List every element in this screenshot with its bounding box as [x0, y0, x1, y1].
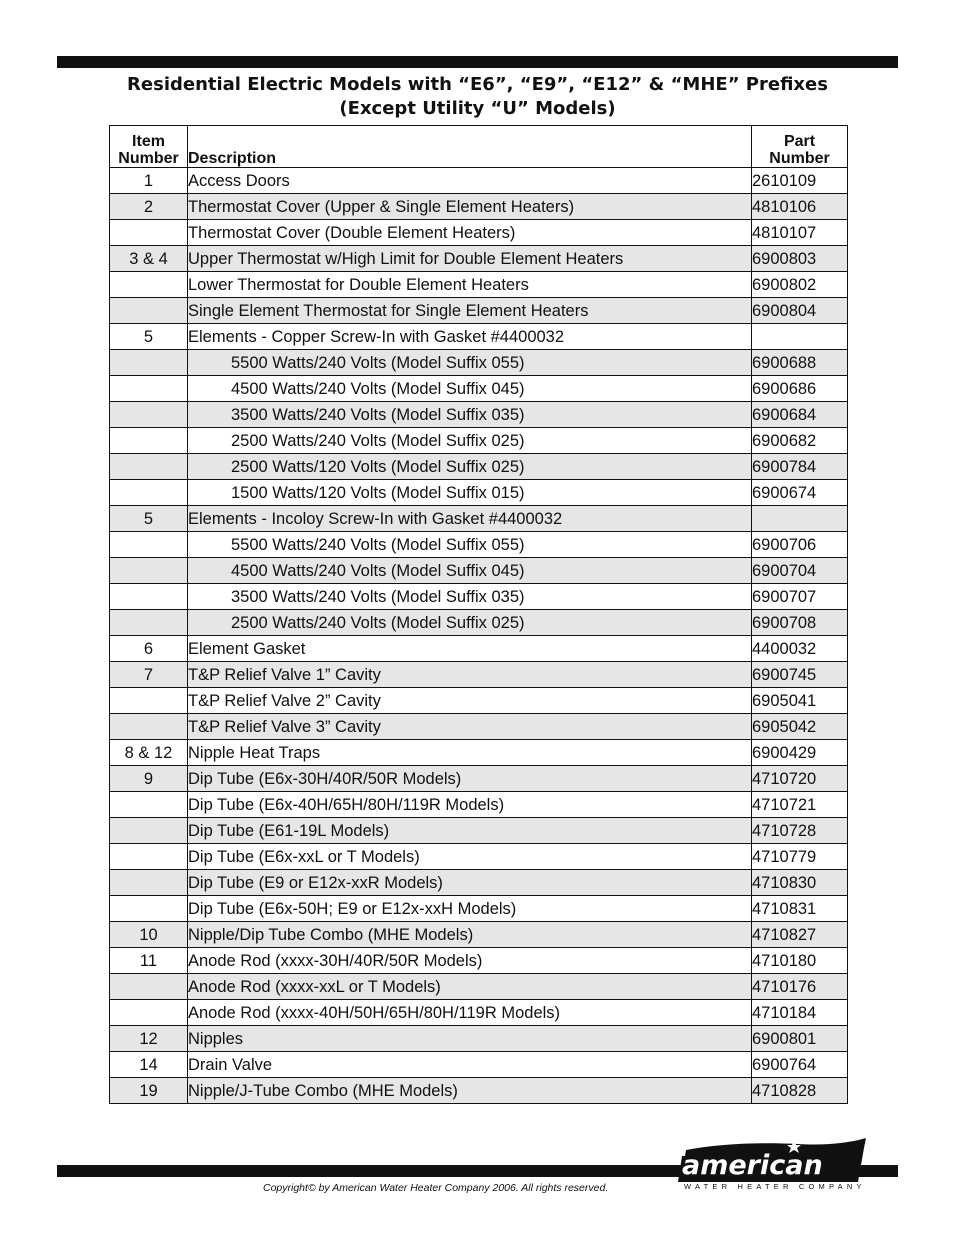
cell-item-number: 2: [110, 194, 188, 220]
header-part-line1: Part: [783, 133, 816, 150]
cell-part-number: 4710779: [752, 844, 848, 870]
table-row: [110, 1078, 848, 1104]
cell-description: Thermostat Cover (Upper & Single Element Heaters): [188, 194, 752, 220]
cell-item-number: 19: [110, 1078, 188, 1104]
cell-description: Elements - Copper Screw-In with Gasket #4400032: [188, 324, 752, 350]
cell-description: 3500 Watts/240 Volts (Model Suffix 035): [188, 402, 752, 428]
cell-item-number: [110, 584, 188, 610]
cell-description: 2500 Watts/240 Volts (Model Suffix 025): [188, 428, 752, 454]
cell-part-number: 6905042: [752, 714, 848, 740]
header-item-number: [110, 126, 188, 168]
cell-description: 5500 Watts/240 Volts (Model Suffix 055): [188, 350, 752, 376]
cell-description: 1500 Watts/120 Volts (Model Suffix 015): [188, 480, 752, 506]
cell-part-number: 4710184: [752, 1000, 848, 1026]
cell-description: Thermostat Cover (Double Element Heaters): [188, 220, 752, 246]
cell-description: T&P Relief Valve 2” Cavity: [188, 688, 752, 714]
cell-item-number: 8 & 12: [110, 740, 188, 766]
table-row: [110, 948, 848, 974]
cell-part-number: 4710831: [752, 896, 848, 922]
cell-part-number: 6900686: [752, 376, 848, 402]
cell-item-number: [110, 428, 188, 454]
cell-part-number: 6900784: [752, 454, 848, 480]
cell-part-number: 6900706: [752, 532, 848, 558]
cell-part-number: 4810106: [752, 194, 848, 220]
header-part-line2: Number: [769, 150, 830, 167]
cell-item-number: [110, 610, 188, 636]
cell-description: Anode Rod (xxxx-30H/40R/50R Models): [188, 948, 752, 974]
cell-description: Dip Tube (E6x-40H/65H/80H/119R Models): [188, 792, 752, 818]
cell-part-number: 6905041: [752, 688, 848, 714]
table-row: [110, 1026, 848, 1052]
cell-description: Dip Tube (E9 or E12x-xxR Models): [188, 870, 752, 896]
table-row: [110, 428, 848, 454]
table-row: [110, 558, 848, 584]
table-row: [110, 168, 848, 194]
cell-description: Dip Tube (E61-19L Models): [188, 818, 752, 844]
header-part-number: [752, 126, 848, 168]
cell-description: Elements - Incoloy Screw-In with Gasket #4400032: [188, 506, 752, 532]
table-row: [110, 740, 848, 766]
cell-part-number: 6900704: [752, 558, 848, 584]
cell-part-number: 4710830: [752, 870, 848, 896]
cell-description: Anode Rod (xxxx-40H/50H/65H/80H/119R Models): [188, 1000, 752, 1026]
table-row: [110, 766, 848, 792]
cell-description: 4500 Watts/240 Volts (Model Suffix 045): [188, 376, 752, 402]
cell-part-number: 2610109: [752, 168, 848, 194]
cell-item-number: 9: [110, 766, 188, 792]
table-row: [110, 402, 848, 428]
cell-item-number: [110, 532, 188, 558]
cell-part-number: 6900429: [752, 740, 848, 766]
table-row: [110, 792, 848, 818]
table-row: [110, 584, 848, 610]
cell-description: Dip Tube (E6x-30H/40R/50R Models): [188, 766, 752, 792]
table-row: [110, 194, 848, 220]
cell-item-number: 3 & 4: [110, 246, 188, 272]
cell-part-number: 6900804: [752, 298, 848, 324]
cell-description: 4500 Watts/240 Volts (Model Suffix 045): [188, 558, 752, 584]
cell-part-number: 6900801: [752, 1026, 848, 1052]
table-row: [110, 220, 848, 246]
cell-item-number: 1: [110, 168, 188, 194]
table-row: [110, 818, 848, 844]
cell-description: 2500 Watts/120 Volts (Model Suffix 025): [188, 454, 752, 480]
table-row: [110, 298, 848, 324]
cell-item-number: [110, 454, 188, 480]
cell-part-number: 6900707: [752, 584, 848, 610]
cell-item-number: [110, 844, 188, 870]
cell-item-number: [110, 714, 188, 740]
cell-part-number: 4710180: [752, 948, 848, 974]
cell-description: Element Gasket: [188, 636, 752, 662]
copyright-text: Copyright© by American Water Heater Company 2006. All rights reserved.: [263, 1182, 609, 1194]
table-row: [110, 922, 848, 948]
cell-part-number: 6900682: [752, 428, 848, 454]
logo-wordmark: american: [682, 1150, 823, 1181]
cell-part-number: 4710827: [752, 922, 848, 948]
title-line-2: (Except Utility “U” Models): [339, 98, 616, 119]
cell-part-number: 6900684: [752, 402, 848, 428]
cell-item-number: [110, 974, 188, 1000]
cell-description: 3500 Watts/240 Volts (Model Suffix 035): [188, 584, 752, 610]
cell-part-number: 4400032: [752, 636, 848, 662]
cell-part-number: 6900688: [752, 350, 848, 376]
cell-item-number: [110, 896, 188, 922]
header-description: Description: [188, 126, 752, 168]
table-row: [110, 844, 848, 870]
table-row: [110, 688, 848, 714]
cell-part-number: 6900708: [752, 610, 848, 636]
cell-part-number: 4810107: [752, 220, 848, 246]
cell-description: Nipple/Dip Tube Combo (MHE Models): [188, 922, 752, 948]
table-row: [110, 324, 848, 350]
cell-description: Nipple/J-Tube Combo (MHE Models): [188, 1078, 752, 1104]
cell-part-number: 6900802: [752, 272, 848, 298]
cell-description: Upper Thermostat w/High Limit for Double Element Heaters: [188, 246, 752, 272]
cell-part-number: [752, 324, 848, 350]
cell-item-number: [110, 792, 188, 818]
cell-description: T&P Relief Valve 1” Cavity: [188, 662, 752, 688]
table-row: [110, 974, 848, 1000]
table-row: [110, 662, 848, 688]
cell-description: Drain Valve: [188, 1052, 752, 1078]
cell-item-number: 12: [110, 1026, 188, 1052]
table-row: [110, 480, 848, 506]
table-row: [110, 350, 848, 376]
page-title: [57, 73, 898, 121]
cell-item-number: 5: [110, 506, 188, 532]
table-header-row: [110, 126, 848, 168]
cell-part-number: 6900745: [752, 662, 848, 688]
cell-part-number: 4710828: [752, 1078, 848, 1104]
table-row: [110, 714, 848, 740]
cell-part-number: [752, 506, 848, 532]
cell-item-number: [110, 220, 188, 246]
cell-item-number: [110, 402, 188, 428]
table-row: [110, 454, 848, 480]
cell-description: Single Element Thermostat for Single Element Heaters: [188, 298, 752, 324]
cell-part-number: 6900764: [752, 1052, 848, 1078]
cell-part-number: 4710176: [752, 974, 848, 1000]
cell-item-number: [110, 870, 188, 896]
cell-part-number: 4710720: [752, 766, 848, 792]
cell-description: 2500 Watts/240 Volts (Model Suffix 025): [188, 610, 752, 636]
cell-item-number: 5: [110, 324, 188, 350]
table-row: [110, 870, 848, 896]
cell-item-number: [110, 558, 188, 584]
cell-description: Lower Thermostat for Double Element Heaters: [188, 272, 752, 298]
table-row: [110, 246, 848, 272]
cell-item-number: 14: [110, 1052, 188, 1078]
cell-item-number: [110, 298, 188, 324]
cell-item-number: [110, 376, 188, 402]
cell-item-number: [110, 1000, 188, 1026]
header-item-line2: Number: [118, 150, 179, 167]
cell-item-number: [110, 818, 188, 844]
cell-description: 5500 Watts/240 Volts (Model Suffix 055): [188, 532, 752, 558]
cell-description: Access Doors: [188, 168, 752, 194]
table-row: [110, 376, 848, 402]
cell-item-number: [110, 688, 188, 714]
cell-item-number: 6: [110, 636, 188, 662]
cell-item-number: 10: [110, 922, 188, 948]
cell-description: Nipple Heat Traps: [188, 740, 752, 766]
cell-item-number: 11: [110, 948, 188, 974]
cell-item-number: [110, 272, 188, 298]
cell-item-number: [110, 480, 188, 506]
cell-description: Anode Rod (xxxx-xxL or T Models): [188, 974, 752, 1000]
cell-item-number: [110, 350, 188, 376]
table-row: [110, 506, 848, 532]
cell-item-number: 7: [110, 662, 188, 688]
cell-part-number: 6900803: [752, 246, 848, 272]
table-row: [110, 636, 848, 662]
parts-table-body: [110, 168, 848, 1104]
table-row: [110, 1000, 848, 1026]
cell-part-number: 4710728: [752, 818, 848, 844]
table-row: [110, 896, 848, 922]
cell-description: T&P Relief Valve 3” Cavity: [188, 714, 752, 740]
table-row: [110, 1052, 848, 1078]
logo-subtitle: WATER HEATER COMPANY: [684, 1182, 866, 1191]
parts-table: [109, 125, 848, 1104]
table-row: [110, 272, 848, 298]
cell-part-number: 6900674: [752, 480, 848, 506]
cell-part-number: 4710721: [752, 792, 848, 818]
header-item-line1: Item: [132, 133, 165, 150]
top-rule: [57, 56, 898, 68]
title-line-1: Residential Electric Models with “E6”, “E9”, “E12” & “MHE” Prefixes: [127, 74, 828, 95]
cell-description: Dip Tube (E6x-xxL or T Models): [188, 844, 752, 870]
table-row: [110, 532, 848, 558]
cell-description: Nipples: [188, 1026, 752, 1052]
table-row: [110, 610, 848, 636]
cell-description: Dip Tube (E6x-50H; E9 or E12x-xxH Models): [188, 896, 752, 922]
